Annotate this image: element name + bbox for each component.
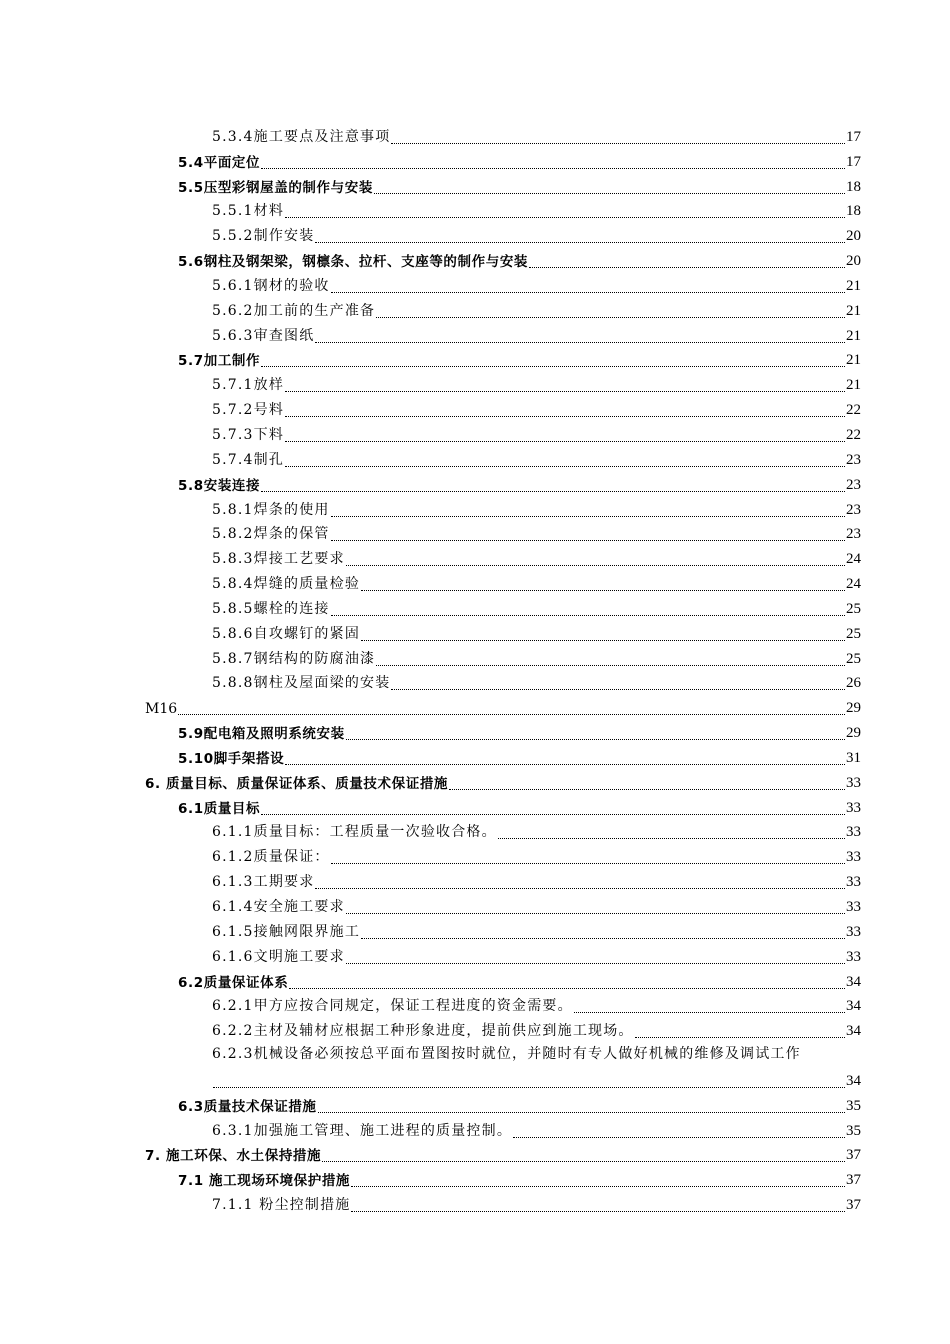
toc-leader-dots xyxy=(331,516,845,517)
toc-entry-title: 5.8.1焊条的使用 xyxy=(212,501,330,518)
toc-leader-dots xyxy=(346,739,845,740)
toc-leader-dots xyxy=(346,565,845,566)
toc-entry[interactable] xyxy=(0,372,950,397)
toc-leader-dots xyxy=(376,665,845,666)
toc-entry-title: 5.6钢柱及钢架梁，钢檩条、拉杆、支座等的制作与安装 xyxy=(178,254,529,271)
toc-entry-title: 5.7加工制作 xyxy=(178,353,261,370)
toc-entry[interactable] xyxy=(0,571,950,596)
toc-entry-title: 5.7.3下料 xyxy=(212,426,285,443)
toc-entry-title: 5.6.1钢材的验收 xyxy=(212,277,330,294)
toc-page-number: 33 xyxy=(846,824,861,841)
toc-entry[interactable] xyxy=(0,944,950,969)
toc-leader-dots xyxy=(285,441,845,442)
toc-entry-title: 5.6.2加工前的生产准备 xyxy=(212,302,376,319)
toc-page-number: 17 xyxy=(846,128,861,145)
toc-page-number: 21 xyxy=(846,277,861,294)
toc-entry-title: 6.1.1质量目标：工程质量一次验收合格。 xyxy=(212,824,497,841)
toc-page-number: 33 xyxy=(846,799,861,816)
toc-page-number: 34 xyxy=(846,973,861,990)
toc-leader-dots xyxy=(318,1112,845,1113)
toc-entry[interactable] xyxy=(0,199,950,224)
toc-page-number: 25 xyxy=(846,625,861,642)
toc-entry[interactable] xyxy=(0,894,950,919)
toc-page-number: 21 xyxy=(846,302,861,319)
toc-entry[interactable] xyxy=(0,596,950,621)
toc-page-number: 35 xyxy=(846,1122,861,1139)
toc-page-number: 21 xyxy=(846,352,861,369)
toc-leader-dots xyxy=(391,143,845,144)
toc-entry-title: 5.9配电箱及照明系统安装 xyxy=(178,726,345,743)
toc-leader-dots xyxy=(261,814,845,815)
toc-page-number: 33 xyxy=(846,849,861,866)
toc-entry[interactable] xyxy=(0,1043,950,1068)
toc-leader-dots xyxy=(529,267,845,268)
toc-page-number: 35 xyxy=(846,1097,861,1114)
toc-entry[interactable] xyxy=(0,124,950,149)
toc-page-number: 23 xyxy=(846,476,861,493)
toc-page-number: 23 xyxy=(846,451,861,468)
toc-leader-dots xyxy=(285,217,845,218)
toc-entry-title: 5.8.7钢结构的防腐油漆 xyxy=(212,650,376,667)
toc-page-number: 33 xyxy=(846,899,861,915)
toc-entry-title: 6.2.3机械设备必须按总平面布置图按时就位，并随时有专人做好机械的维修及调试工作 xyxy=(212,1046,801,1063)
toc-leader-dots xyxy=(261,491,845,492)
toc-leader-dots xyxy=(374,193,845,194)
toc-entry[interactable] xyxy=(0,969,950,994)
toc-page-number: 21 xyxy=(846,377,861,394)
toc-page-number: 23 xyxy=(846,501,861,518)
toc-leader-dots xyxy=(315,888,845,889)
toc-leader-dots xyxy=(315,242,845,243)
toc-page-number: 37 xyxy=(846,1147,861,1164)
toc-leader-dots xyxy=(213,1087,845,1088)
toc-entry[interactable] xyxy=(0,298,950,323)
toc-entry[interactable] xyxy=(0,174,950,199)
toc-page-number: 22 xyxy=(846,426,861,443)
toc-leader-dots xyxy=(285,764,845,765)
toc-page-number: 26 xyxy=(846,675,861,692)
toc-entry[interactable] xyxy=(0,397,950,422)
toc-entry[interactable] xyxy=(0,994,950,1019)
toc-entry-title: 5.8.8钢柱及屋面梁的安装 xyxy=(212,675,391,692)
toc-entry[interactable] xyxy=(0,522,950,547)
toc-leader-dots xyxy=(289,988,845,989)
toc-entry[interactable] xyxy=(0,497,950,522)
toc-leader-dots xyxy=(361,640,845,641)
toc-leader-dots xyxy=(361,590,845,591)
toc-leader-dots xyxy=(331,615,845,616)
toc-page-number: 33 xyxy=(846,774,861,791)
toc-entry-title: 5.8.3焊接工艺要求 xyxy=(212,551,345,568)
toc-entry[interactable] xyxy=(0,1093,950,1118)
toc-entry[interactable] xyxy=(0,1192,950,1217)
toc-entry-title: 6.3质量技术保证措施 xyxy=(178,1098,317,1115)
toc-entry-title: 6.1.3工期要求 xyxy=(212,874,315,891)
toc-entry-title: 6. 质量目标、质量保证体系、质量技术保证措施 xyxy=(145,775,449,792)
toc-entry-title: 5.10脚手架搭设 xyxy=(178,750,285,767)
toc-entry[interactable] xyxy=(0,869,950,894)
toc-entry-title: 5.5.1材料 xyxy=(212,203,285,220)
toc-page-number: 24 xyxy=(846,551,861,568)
toc-page-number: 23 xyxy=(846,526,861,543)
toc-entry-title: 5.4平面定位 xyxy=(178,154,261,171)
toc-entry[interactable] xyxy=(0,745,950,770)
toc-entry[interactable] xyxy=(0,770,950,795)
toc-leader-dots xyxy=(285,416,845,417)
toc-leader-dots xyxy=(635,1037,845,1038)
toc-page-number: 34 xyxy=(846,1023,861,1040)
toc-entry-title: 6.1.6文明施工要求 xyxy=(212,948,345,965)
toc-page-number: 31 xyxy=(846,749,861,766)
toc-leader-dots xyxy=(351,1186,845,1187)
toc-leader-dots xyxy=(346,963,845,964)
toc-entry-title: 5.5.2制作安装 xyxy=(212,228,315,245)
toc-entry-title: 7.1.1 粉尘控制措施 xyxy=(212,1197,351,1214)
toc-leader-dots xyxy=(178,714,845,715)
toc-leader-dots xyxy=(391,689,845,690)
toc-entry[interactable] xyxy=(0,472,950,497)
toc-page-number: 33 xyxy=(846,874,861,891)
toc-page-number: 29 xyxy=(846,725,861,742)
toc-entry[interactable] xyxy=(0,1018,950,1043)
toc-page-number: 33 xyxy=(846,948,861,965)
toc-page-number: 25 xyxy=(846,650,861,667)
toc-leader-dots xyxy=(261,366,845,367)
toc-entry-title: 6.2质量保证体系 xyxy=(178,974,289,991)
toc-leader-dots xyxy=(361,938,845,939)
toc-entry-title: M16 xyxy=(145,701,178,718)
toc-entry-title: 6.1.5接触网限界施工 xyxy=(212,923,361,940)
toc-leader-dots xyxy=(285,391,845,392)
toc-entry[interactable] xyxy=(0,422,950,447)
toc-leader-dots xyxy=(331,292,845,293)
toc-entry-title: 7. 施工环保、水土保持措施 xyxy=(145,1148,322,1165)
toc-entry[interactable] xyxy=(0,695,950,720)
toc-entry[interactable] xyxy=(0,795,950,820)
toc-entry[interactable] xyxy=(0,820,950,845)
toc-entry[interactable] xyxy=(0,223,950,248)
toc-entry-title: 5.8.5螺栓的连接 xyxy=(212,600,330,617)
toc-leader-dots xyxy=(449,789,845,790)
toc-entry[interactable] xyxy=(0,348,950,373)
toc-entry-title: 5.8.4焊缝的质量检验 xyxy=(212,576,361,593)
toc-entry-title: 6.1.2质量保证： xyxy=(212,849,330,866)
toc-page-number: 33 xyxy=(846,923,861,940)
toc-entry[interactable] xyxy=(0,1143,950,1168)
toc-entry-title: 5.7.1放样 xyxy=(212,377,285,394)
toc-leader-dots xyxy=(331,863,845,864)
toc-entry[interactable] xyxy=(0,248,950,273)
toc-entry[interactable] xyxy=(0,149,950,174)
toc-entry-title: 5.5压型彩钢屋盖的制作与安装 xyxy=(178,179,373,196)
toc-entry[interactable] xyxy=(0,323,950,348)
toc-entry-title: 5.7.2号料 xyxy=(212,402,285,419)
table-of-contents xyxy=(0,124,950,1217)
toc-page-number: 22 xyxy=(846,402,861,419)
toc-page-number: 17 xyxy=(846,153,861,170)
toc-leader-dots xyxy=(574,1012,845,1013)
toc-entry[interactable] xyxy=(0,1068,950,1093)
toc-page-number: 21 xyxy=(846,327,861,344)
toc-leader-dots xyxy=(376,317,845,318)
toc-leader-dots xyxy=(513,1137,845,1138)
toc-leader-dots xyxy=(285,466,845,467)
toc-leader-dots xyxy=(351,1211,845,1212)
toc-entry-title: 5.7.4制孔 xyxy=(212,451,285,468)
toc-entry-title: 7.1 施工现场环境保护措施 xyxy=(178,1173,351,1190)
toc-entry[interactable] xyxy=(0,919,950,944)
toc-page-number: 18 xyxy=(846,178,861,195)
toc-page-number: 20 xyxy=(846,228,861,245)
toc-entry[interactable] xyxy=(0,1167,950,1192)
toc-entry[interactable] xyxy=(0,621,950,646)
toc-page-number: 34 xyxy=(846,998,861,1015)
toc-page-number: 37 xyxy=(846,1172,861,1189)
toc-page-number: 18 xyxy=(846,203,861,220)
toc-entry-title: 6.1质量目标 xyxy=(178,800,261,817)
toc-page-number: 20 xyxy=(846,253,861,270)
toc-entry[interactable] xyxy=(0,671,950,696)
toc-leader-dots xyxy=(331,540,845,541)
toc-entry-title: 6.1.4安全施工要求 xyxy=(212,899,345,915)
toc-entry-title: 6.3.1加强施工管理、施工进程的质量控制。 xyxy=(212,1122,513,1139)
toc-page-number: 25 xyxy=(846,600,861,617)
toc-leader-dots xyxy=(346,913,845,914)
toc-leader-dots xyxy=(498,838,845,839)
toc-entry[interactable] xyxy=(0,720,950,745)
toc-entry-title: 6.2.1甲方应按合同规定，保证工程进度的资金需要。 xyxy=(212,998,573,1015)
toc-entry-title: 5.8安装连接 xyxy=(178,477,261,494)
toc-entry-title: 6.2.2主材及辅材应根据工种形象进度，提前供应到施工现场。 xyxy=(212,1023,634,1040)
toc-entry[interactable] xyxy=(0,646,950,671)
toc-entry-title: 5.6.3审查图纸 xyxy=(212,327,315,344)
toc-entry[interactable] xyxy=(0,1118,950,1143)
toc-leader-dots xyxy=(315,342,845,343)
toc-page-number: 29 xyxy=(846,700,861,717)
toc-leader-dots xyxy=(322,1161,845,1162)
toc-page-number: 24 xyxy=(846,576,861,593)
toc-entry-title: 5.3.4施工要点及注意事项 xyxy=(212,128,391,145)
toc-entry[interactable] xyxy=(0,273,950,298)
toc-page-number: 37 xyxy=(846,1197,861,1214)
toc-entry[interactable] xyxy=(0,546,950,571)
toc-entry[interactable] xyxy=(0,447,950,472)
toc-entry-title: 5.8.2焊条的保管 xyxy=(212,526,330,543)
toc-page-number: 34 xyxy=(846,1072,861,1089)
toc-entry-title: 5.8.6自攻螺钉的紧固 xyxy=(212,625,361,642)
toc-entry[interactable] xyxy=(0,844,950,869)
toc-leader-dots xyxy=(261,168,845,169)
